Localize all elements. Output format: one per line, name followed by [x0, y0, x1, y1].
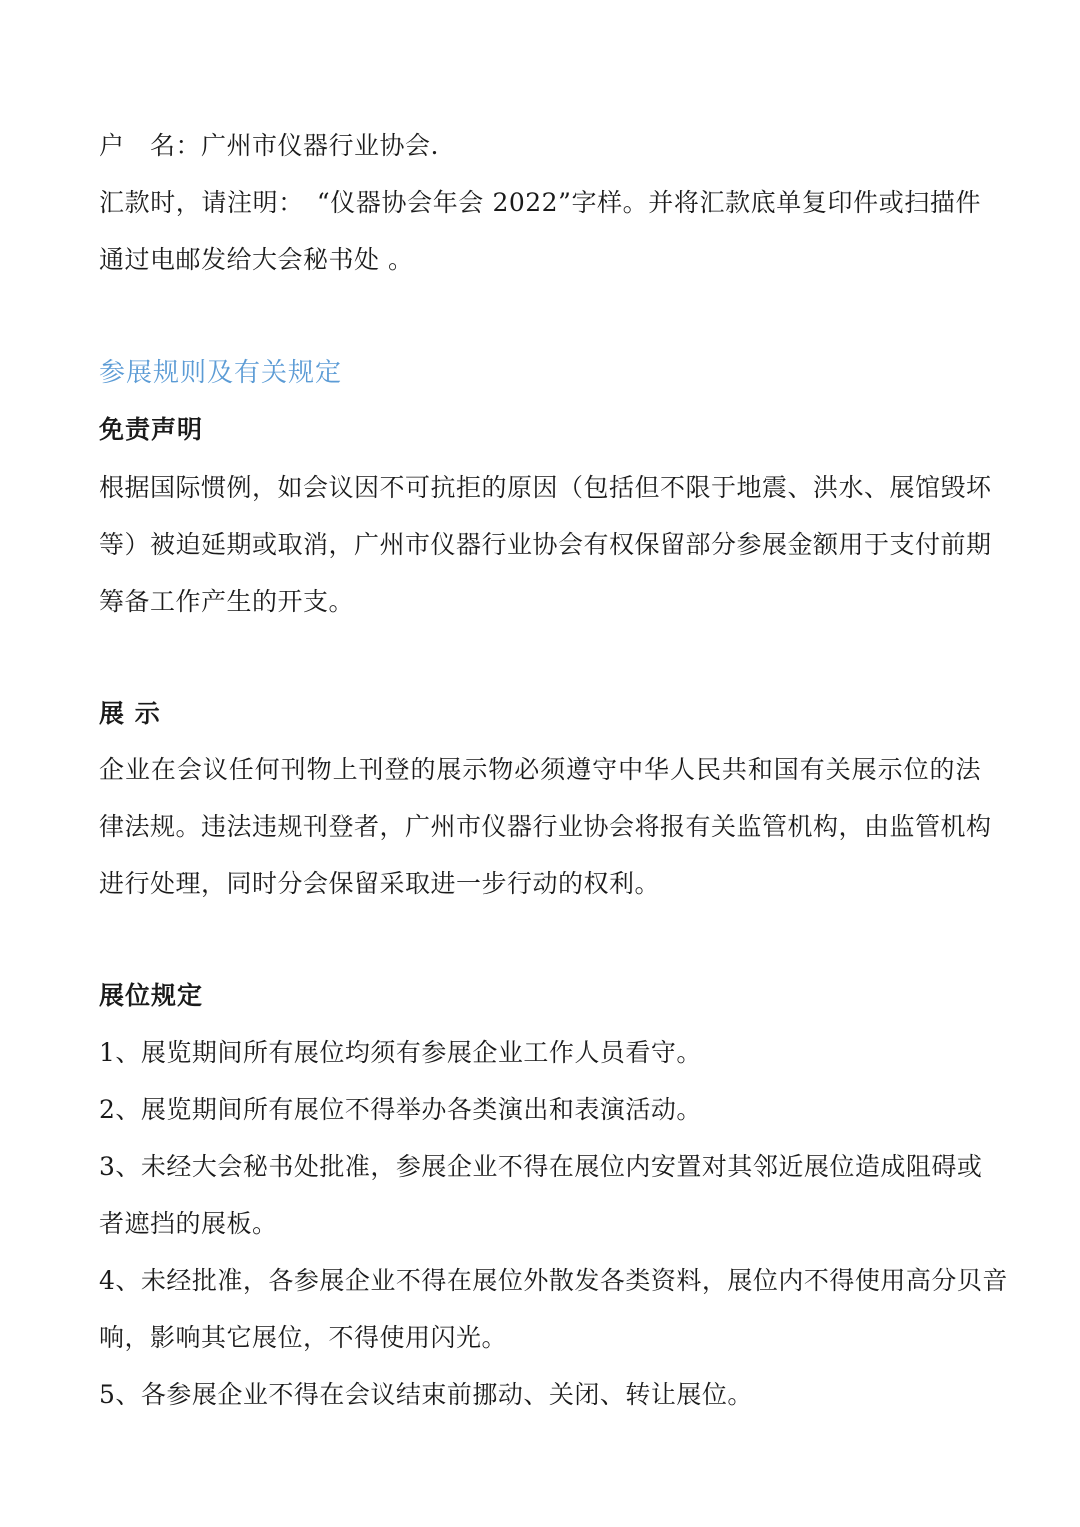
account-name-line — [99, 129, 989, 163]
booth-rule-3-line-2: 者遮挡的展板。 — [99, 1209, 278, 1238]
booth-rule-3-line-1: 3、未经大会秘书处批准，参展企业不得在展位内安置对其邻近展位造成阻碍或 — [99, 1152, 983, 1181]
remittance-note-line-2: 通过电邮发给大会秘书处 。 — [99, 245, 414, 274]
display-line-3: 进行处理，同时分会保留采取进一步行动的权利。 — [99, 869, 661, 898]
remittance-note-line-1: 汇款时，请注明： “仪器协会年会 2022”字样。并将汇款底单复印件或扫描件 — [99, 188, 981, 217]
display-heading: 展 示 — [99, 699, 161, 728]
disclaimer-line-3: 筹备工作产生的开支。 — [99, 587, 355, 616]
booth-rule-5: 5、各参展企业不得在会议结束前挪动、关闭、转让展位。 — [99, 1380, 753, 1409]
booth-rule-4-line-2: 响，影响其它展位，不得使用闪光。 — [99, 1323, 508, 1352]
disclaimer-line-2: 等）被迫延期或取消，广州市仪器行业协会有权保留部分参展金额用于支付前期 — [99, 530, 992, 559]
booth-rule-1: 1、展览期间所有展位均须有参展企业工作人员看守。 — [99, 1038, 702, 1067]
booth-rules-heading: 展位规定 — [99, 981, 204, 1010]
section-title: 参展规则及有关规定 — [99, 358, 343, 388]
account-name-value: 广州市仪器行业协会. — [201, 131, 439, 160]
disclaimer-line-1: 根据国际惯例，如会议因不可抗拒的原因（包括但不限于地震、洪水、展馆毁坏 — [99, 473, 992, 502]
display-line-2: 律法规。违法违规刊登者，广州市仪器行业协会将报有关监管机构，由监管机构 — [99, 812, 992, 841]
account-name-label: 户 名： — [99, 131, 202, 160]
display-line-1: 企业在会议任何刊物上刊登的展示物必须遵守中华人民共和国有关展示位的法 — [99, 755, 981, 784]
booth-rule-2: 2、展览期间所有展位不得举办各类演出和表演活动。 — [99, 1095, 702, 1124]
disclaimer-heading: 免责声明 — [99, 415, 204, 444]
booth-rule-4-line-1: 4、未经批准，各参展企业不得在展位外散发各类资料，展位内不得使用高分贝音 — [99, 1266, 1008, 1295]
